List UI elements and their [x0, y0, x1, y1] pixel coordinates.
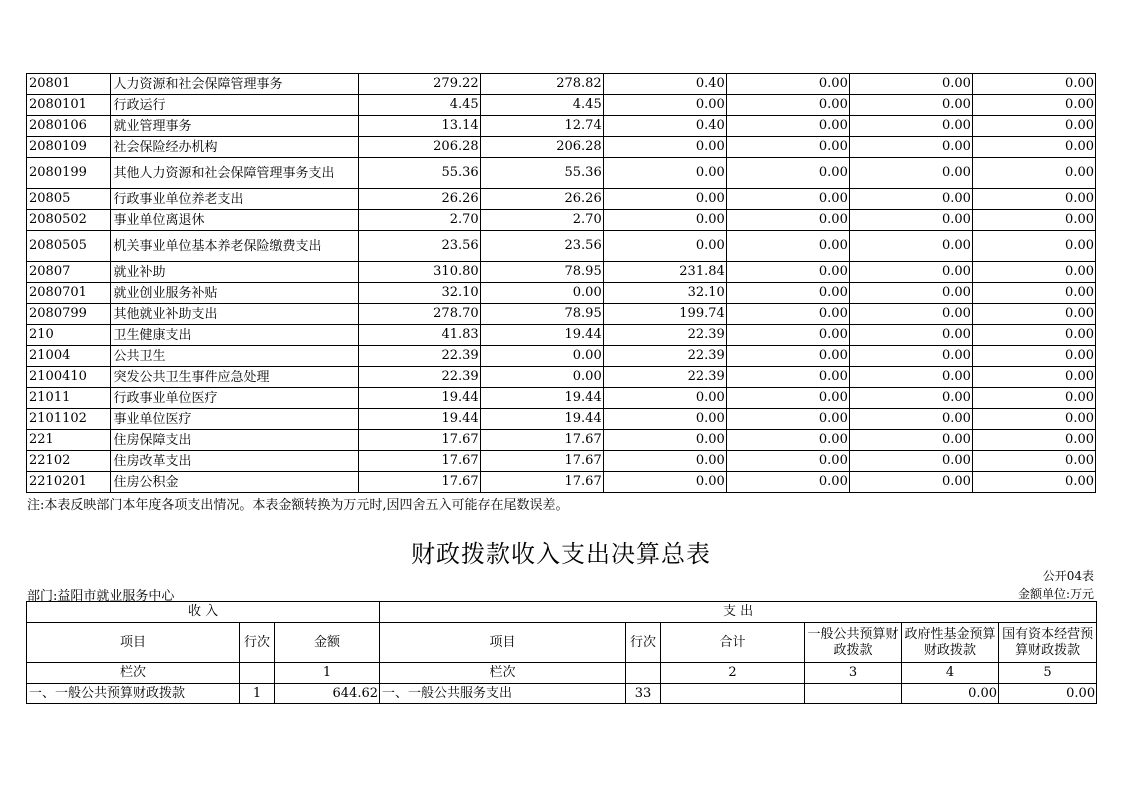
row-code: 2080199 [27, 158, 111, 189]
table-row [27, 231, 1096, 262]
expenditure-detail-table [26, 73, 1096, 493]
row-value: 0.00 [726, 325, 849, 346]
col-header-item2: 项目 [380, 623, 626, 663]
row-value: 0.00 [726, 158, 849, 189]
col-header-state-capital: 国有资本经营预算财政拨款 [999, 623, 1097, 663]
row-value: 0.00 [972, 367, 1095, 388]
row-value: 0.40 [603, 116, 726, 137]
row-value: 2.70 [358, 210, 480, 231]
row-value: 278.70 [358, 304, 480, 325]
row-name: 突发公共卫生事件应急处理 [111, 367, 358, 388]
row-value: 41.83 [358, 325, 480, 346]
row-value: 199.74 [603, 304, 726, 325]
row-name: 机关事业单位基本养老保险缴费支出 [111, 231, 358, 262]
row-value: 0.00 [726, 189, 849, 210]
row-code: 2080101 [27, 95, 111, 116]
row1-income-amount: 644.62 [275, 684, 380, 704]
table-row [27, 451, 1096, 472]
row-value: 0.00 [972, 231, 1095, 262]
row-value: 17.67 [358, 430, 480, 451]
table-row [27, 158, 1096, 189]
row-value: 0.00 [726, 95, 849, 116]
row-value: 0.00 [603, 137, 726, 158]
row-value: 0.00 [972, 304, 1095, 325]
row-name: 就业管理事务 [111, 116, 358, 137]
row-value: 279.22 [358, 74, 480, 95]
row-value: 19.44 [358, 388, 480, 409]
row-value: 0.00 [726, 283, 849, 304]
col-index-label2: 栏次 [380, 663, 626, 684]
row-value: 0.00 [972, 409, 1095, 430]
row-name: 住房保障支出 [111, 430, 358, 451]
row-value: 0.00 [972, 262, 1095, 283]
row-value: 0.00 [849, 137, 972, 158]
row-value: 0.00 [603, 388, 726, 409]
row-code: 20807 [27, 262, 111, 283]
row-value: 0.00 [972, 116, 1095, 137]
row-name: 公共卫生 [111, 346, 358, 367]
row-value: 0.00 [726, 74, 849, 95]
row-name: 行政事业单位医疗 [111, 388, 358, 409]
row-value: 55.36 [480, 158, 603, 189]
row1-income-item: 一、一般公共预算财政拨款 [27, 684, 240, 704]
row-value: 0.00 [849, 325, 972, 346]
row-value: 0.00 [849, 409, 972, 430]
row-value: 0.00 [849, 451, 972, 472]
row-value: 0.00 [849, 189, 972, 210]
table-row [27, 95, 1096, 116]
expense-header: 支 出 [380, 602, 1097, 623]
row-value: 2.70 [480, 210, 603, 231]
row-value: 0.00 [849, 210, 972, 231]
col-index-4: 4 [902, 663, 999, 684]
row-value: 0.00 [972, 137, 1095, 158]
row-value: 17.67 [480, 451, 603, 472]
row-value: 278.82 [480, 74, 603, 95]
row-value: 0.00 [849, 116, 972, 137]
row-code: 22102 [27, 451, 111, 472]
row-value: 17.67 [358, 472, 480, 493]
table-row [27, 262, 1096, 283]
row-code: 2101102 [27, 409, 111, 430]
col-index-1: 1 [275, 663, 380, 684]
row-value: 19.44 [480, 409, 603, 430]
row-value: 0.00 [849, 95, 972, 116]
row1-expense-row: 33 [626, 684, 661, 704]
row1-expense-fund: 0.00 [902, 684, 999, 704]
row-value: 26.26 [480, 189, 603, 210]
row-code: 2080505 [27, 231, 111, 262]
row-code: 2080109 [27, 137, 111, 158]
row-name: 其他人力资源和社会保障管理事务支出 [111, 158, 358, 189]
col-index-label: 栏次 [27, 663, 240, 684]
row-value: 19.44 [480, 325, 603, 346]
row-value: 78.95 [480, 304, 603, 325]
row-value: 206.28 [358, 137, 480, 158]
row-value: 26.26 [358, 189, 480, 210]
row1-expense-state: 0.00 [999, 684, 1097, 704]
row-value: 0.00 [603, 409, 726, 430]
row-value: 0.00 [972, 451, 1095, 472]
row-value: 23.56 [480, 231, 603, 262]
row1-expense-general [805, 684, 902, 704]
income-header: 收 入 [27, 602, 380, 623]
page-title: 财政拨款收入支出决算总表 [411, 540, 711, 568]
row-code: 2210201 [27, 472, 111, 493]
row-name: 其他就业补助支出 [111, 304, 358, 325]
row-value: 0.00 [849, 304, 972, 325]
row-code: 2080799 [27, 304, 111, 325]
row-code: 2080106 [27, 116, 111, 137]
row-value: 0.00 [972, 283, 1095, 304]
row-value: 0.00 [603, 231, 726, 262]
row-value: 0.00 [849, 262, 972, 283]
row-value: 17.67 [480, 472, 603, 493]
row-value: 0.00 [972, 95, 1095, 116]
table-row [27, 325, 1096, 346]
row-name: 人力资源和社会保障管理事务 [111, 74, 358, 95]
table-row [27, 137, 1096, 158]
col-index-blank2 [626, 663, 661, 684]
row-value: 0.00 [603, 189, 726, 210]
col-header-general-budget: 一般公共预算财政拨款 [805, 623, 902, 663]
row-value: 0.00 [849, 346, 972, 367]
row1-expense-total [661, 684, 805, 704]
row-value: 0.00 [849, 158, 972, 189]
row-value: 22.39 [603, 367, 726, 388]
row-value: 0.00 [972, 210, 1095, 231]
row-name: 行政事业单位养老支出 [111, 189, 358, 210]
row-value: 0.00 [726, 137, 849, 158]
row-value: 206.28 [480, 137, 603, 158]
row-value: 0.40 [603, 74, 726, 95]
row-value: 22.39 [603, 325, 726, 346]
row-code: 21004 [27, 346, 111, 367]
row-value: 0.00 [849, 367, 972, 388]
table-row [27, 472, 1096, 493]
row-value: 0.00 [603, 158, 726, 189]
row-code: 20801 [27, 74, 111, 95]
row-value: 0.00 [726, 346, 849, 367]
row-code: 210 [27, 325, 111, 346]
table-row [27, 283, 1096, 304]
row-value: 231.84 [603, 262, 726, 283]
row-value: 0.00 [726, 409, 849, 430]
row-name: 住房改革支出 [111, 451, 358, 472]
col-index-blank [240, 663, 275, 684]
table-note: 注:本表反映部门本年度各项支出情况。本表金额转换为万元时,因四舍五入可能存在尾数误差。 [27, 498, 569, 513]
row-value: 17.67 [358, 451, 480, 472]
col-header-item: 项目 [27, 623, 240, 663]
row-value: 0.00 [726, 388, 849, 409]
row-value: 0.00 [849, 283, 972, 304]
row-value: 0.00 [603, 95, 726, 116]
row-value: 0.00 [972, 472, 1095, 493]
table-row [27, 116, 1096, 137]
row-name: 事业单位离退休 [111, 210, 358, 231]
row-value: 22.39 [358, 346, 480, 367]
row-code: 2080502 [27, 210, 111, 231]
row-name: 行政运行 [111, 95, 358, 116]
row-value: 4.45 [358, 95, 480, 116]
row-value: 0.00 [972, 325, 1095, 346]
row-code: 20805 [27, 189, 111, 210]
amount-unit-label: 金额单位:万元 [1017, 587, 1094, 601]
row-value: 0.00 [849, 388, 972, 409]
row-value: 19.44 [358, 409, 480, 430]
row-value: 0.00 [849, 231, 972, 262]
col-header-row2: 行次 [626, 623, 661, 663]
row-value: 19.44 [480, 388, 603, 409]
row-value: 0.00 [726, 262, 849, 283]
form-number: 公开04表 [1042, 569, 1094, 583]
row-value: 0.00 [480, 367, 603, 388]
row-value: 0.00 [849, 472, 972, 493]
row-name: 事业单位医疗 [111, 409, 358, 430]
table-row [27, 430, 1096, 451]
table-row [27, 409, 1096, 430]
row-value: 0.00 [480, 283, 603, 304]
row-value: 32.10 [358, 283, 480, 304]
row-code: 2080701 [27, 283, 111, 304]
row-value: 78.95 [480, 262, 603, 283]
row-value: 13.14 [358, 116, 480, 137]
row-value: 55.36 [358, 158, 480, 189]
table-row [27, 304, 1096, 325]
col-index-3: 3 [805, 663, 902, 684]
row-value: 0.00 [603, 451, 726, 472]
row-value: 0.00 [726, 304, 849, 325]
row-name: 卫生健康支出 [111, 325, 358, 346]
row1-income-row: 1 [240, 684, 275, 704]
table-row [27, 346, 1096, 367]
fiscal-summary-table [26, 601, 1097, 704]
row-value: 0.00 [849, 74, 972, 95]
department-label: 部门:益阳市就业服务中心 [27, 589, 175, 604]
row-value: 0.00 [726, 472, 849, 493]
row-value: 0.00 [603, 210, 726, 231]
row-value: 0.00 [972, 74, 1095, 95]
row-name: 就业补助 [111, 262, 358, 283]
col-header-row: 行次 [240, 623, 275, 663]
row-value: 0.00 [603, 430, 726, 451]
row-value: 0.00 [726, 430, 849, 451]
row-value: 0.00 [480, 346, 603, 367]
col-index-5: 5 [999, 663, 1097, 684]
row-value: 0.00 [726, 231, 849, 262]
row-value: 0.00 [972, 430, 1095, 451]
row-value: 23.56 [358, 231, 480, 262]
row-value: 0.00 [726, 210, 849, 231]
row-value: 32.10 [603, 283, 726, 304]
table-row [27, 388, 1096, 409]
row-value: 0.00 [972, 388, 1095, 409]
table-row [27, 189, 1096, 210]
row-code: 2100410 [27, 367, 111, 388]
col-header-amount: 金额 [275, 623, 380, 663]
table-row [27, 367, 1096, 388]
col-header-total: 合计 [661, 623, 805, 663]
row-value: 0.00 [972, 189, 1095, 210]
row-name: 住房公积金 [111, 472, 358, 493]
col-index-2: 2 [661, 663, 805, 684]
row-value: 0.00 [726, 367, 849, 388]
row-value: 0.00 [603, 472, 726, 493]
row-value: 310.80 [358, 262, 480, 283]
row-code: 221 [27, 430, 111, 451]
row1-expense-item: 一、一般公共服务支出 [380, 684, 626, 704]
row-value: 22.39 [358, 367, 480, 388]
row-value: 0.00 [726, 116, 849, 137]
row-value: 0.00 [972, 346, 1095, 367]
row-value: 0.00 [849, 430, 972, 451]
row-code: 21011 [27, 388, 111, 409]
row-name: 就业创业服务补贴 [111, 283, 358, 304]
table-row [27, 210, 1096, 231]
row-value: 17.67 [480, 430, 603, 451]
row-value: 0.00 [726, 451, 849, 472]
table-row [27, 74, 1096, 95]
row-value: 12.74 [480, 116, 603, 137]
row-value: 0.00 [972, 158, 1095, 189]
row-value: 22.39 [603, 346, 726, 367]
col-header-gov-fund: 政府性基金预算财政拨款 [902, 623, 999, 663]
row-value: 4.45 [480, 95, 603, 116]
row-name: 社会保险经办机构 [111, 137, 358, 158]
